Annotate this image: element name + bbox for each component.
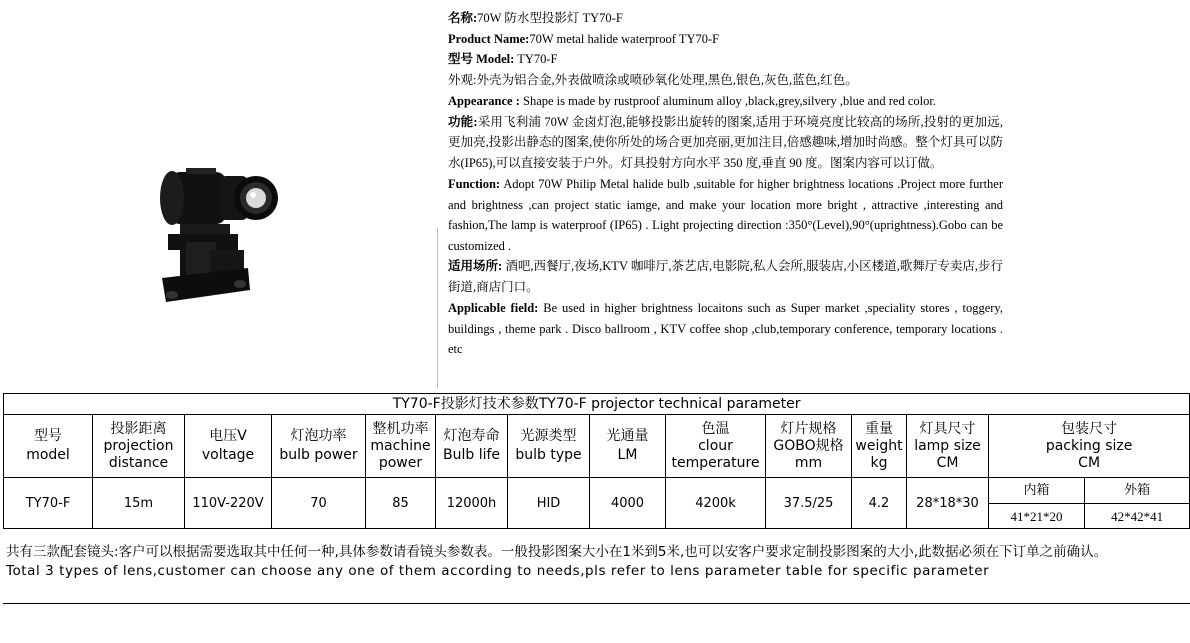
separator-line xyxy=(437,228,438,388)
name-line xyxy=(448,8,1003,29)
value-colour-temperature: 4200k xyxy=(666,478,766,529)
field-cn-line xyxy=(448,256,1003,297)
field-cn-label: 适用场所: xyxy=(448,259,503,273)
appearance-cn-line xyxy=(448,70,1003,91)
appearance-en-line xyxy=(448,91,1003,112)
function-cn-line xyxy=(448,112,1003,174)
value-voltage: 110V-220V xyxy=(185,478,272,529)
value-weight: 4.2 xyxy=(852,478,907,529)
function-cn-label: 功能: xyxy=(448,114,478,129)
product-name-line xyxy=(448,29,1003,50)
value-lamp-size: 28*18*30 xyxy=(907,478,989,529)
lens-note-cn: 共有三款配套镜头:客户可以根据需要选取其中任何一种,具体参数请看镜头参数表。一般投影图案大小在1米到5米,也可以安客户要求定制投影图案的大小,此数据必须在下订单之前确认。 xyxy=(6,544,1108,560)
header-gobo: 灯片规格 GOBO规格 mm xyxy=(766,415,852,478)
value-distance: 15m xyxy=(93,478,185,529)
function-en-value: Adopt 70W Philip Metal halide bulb ,suitable for higher brightness locations .Project more further and brightness ,can project static iamge, and make your location more bright , attractive ,interesting and fashion,The lamp is waterproof (IP65) . Light projecting direction :350°(Level),90°(uprightness).Gobo can be customized . xyxy=(448,177,1004,253)
product-name-label: Product Name: xyxy=(448,31,530,46)
appearance-en-label: Appearance : xyxy=(448,94,520,108)
value-bulb-power: 70 xyxy=(272,478,366,529)
value-outer-box: 42*42*41 xyxy=(1085,504,1190,529)
header-lm: 光通量 LM xyxy=(590,415,666,478)
appearance-en-value: Shape is made by rustproof aluminum alloy ,black,grey,silvery ,blue and red color. xyxy=(523,94,936,108)
value-machine-power: 85 xyxy=(366,478,436,529)
header-inner-box: 内箱 xyxy=(989,478,1085,504)
product-name-value: 70W metal halide waterproof TY70-F xyxy=(529,31,720,46)
header-outer-box: 外箱 xyxy=(1085,478,1190,504)
header-bulb-life: 灯泡寿命 Bulb life xyxy=(436,415,508,478)
field-cn-value: 酒吧,西餐厅,夜场,KTV 咖啡厅,茶艺店,电影院,私人会所,服装店,小区楼道,歌舞厅专卖店,步行街道,商店门口。 xyxy=(448,259,1004,294)
header-model: 型号 model xyxy=(4,415,93,478)
header-packing-size: 包装尺寸 packing size CM xyxy=(989,415,1190,478)
model-value: TY70-F xyxy=(517,52,558,66)
header-bulb-type: 光源类型 bulb type xyxy=(508,415,590,478)
appearance-cn-value: 外壳为铝合金,外表做喷涂或喷砂氧化处理,黑色,银色,灰色,蓝色,红色。 xyxy=(476,72,858,87)
model-line xyxy=(448,49,1003,70)
appearance-cn-label: 外观: xyxy=(448,72,477,87)
value-gobo: 37.5/25 xyxy=(766,478,852,529)
lens-note-en: Total 3 types of lens,customer can choose any one of them according to needs,pls refer to lens parameter table for specific parameter xyxy=(6,563,990,579)
spec-table xyxy=(3,393,1190,529)
value-lm: 4000 xyxy=(590,478,666,529)
header-lamp-size: 灯具尺寸 lamp size CM xyxy=(907,415,989,478)
bottom-border xyxy=(3,603,1190,604)
field-en-line xyxy=(448,298,1003,360)
header-machine-power: 整机功率 machine power xyxy=(366,415,436,478)
field-en-label: Applicable field: xyxy=(448,301,539,315)
header-colour-temperature: 色温 clour temperature xyxy=(666,415,766,478)
value-bulb-type: HID xyxy=(508,478,590,529)
header-voltage: 电压V voltage xyxy=(185,415,272,478)
table-title: TY70-F投影灯技术参数TY70-F projector technical parameter xyxy=(4,394,1190,415)
table-row xyxy=(4,478,1190,504)
lens-note xyxy=(6,543,1186,581)
function-en-label: Function: xyxy=(448,177,501,191)
header-weight: 重量 weight kg xyxy=(852,415,907,478)
function-en-line xyxy=(448,174,1003,256)
name-label: 名称: xyxy=(448,11,478,25)
function-cn-value: 采用飞利浦 70W 金卤灯泡,能够投影出旋转的图案,适用于环境亮度比较高的场所,投射的更加远,更加亮,投影出静态的图案,使你所处的场合更加亮丽,更加注目,倍感趣味,增加时尚感。整个灯具可以防水(IP65),可以直接安装于户外。灯具投射方向水平 350 度,垂直 90 度。图案内容可以订做。 xyxy=(448,114,1003,170)
product-description xyxy=(448,8,1003,360)
projector-photo xyxy=(150,150,280,310)
field-en-value: Be used in higher brightness locaitons such as Super market ,speciality stores , toggery, buildings , theme park . Disco ballroom , KTV coffee shop ,club,temporary conference, temporary locations . etc xyxy=(448,301,1003,356)
value-model: TY70-F xyxy=(4,478,93,529)
header-bulb-power: 灯泡功率 bulb power xyxy=(272,415,366,478)
model-label: 型号 Model: xyxy=(448,52,515,66)
name-value: 70W 防水型投影灯 TY70-F xyxy=(477,11,623,25)
value-bulb-life: 12000h xyxy=(436,478,508,529)
value-inner-box: 41*21*20 xyxy=(989,504,1085,529)
header-distance: 投影距离 projection distance xyxy=(93,415,185,478)
